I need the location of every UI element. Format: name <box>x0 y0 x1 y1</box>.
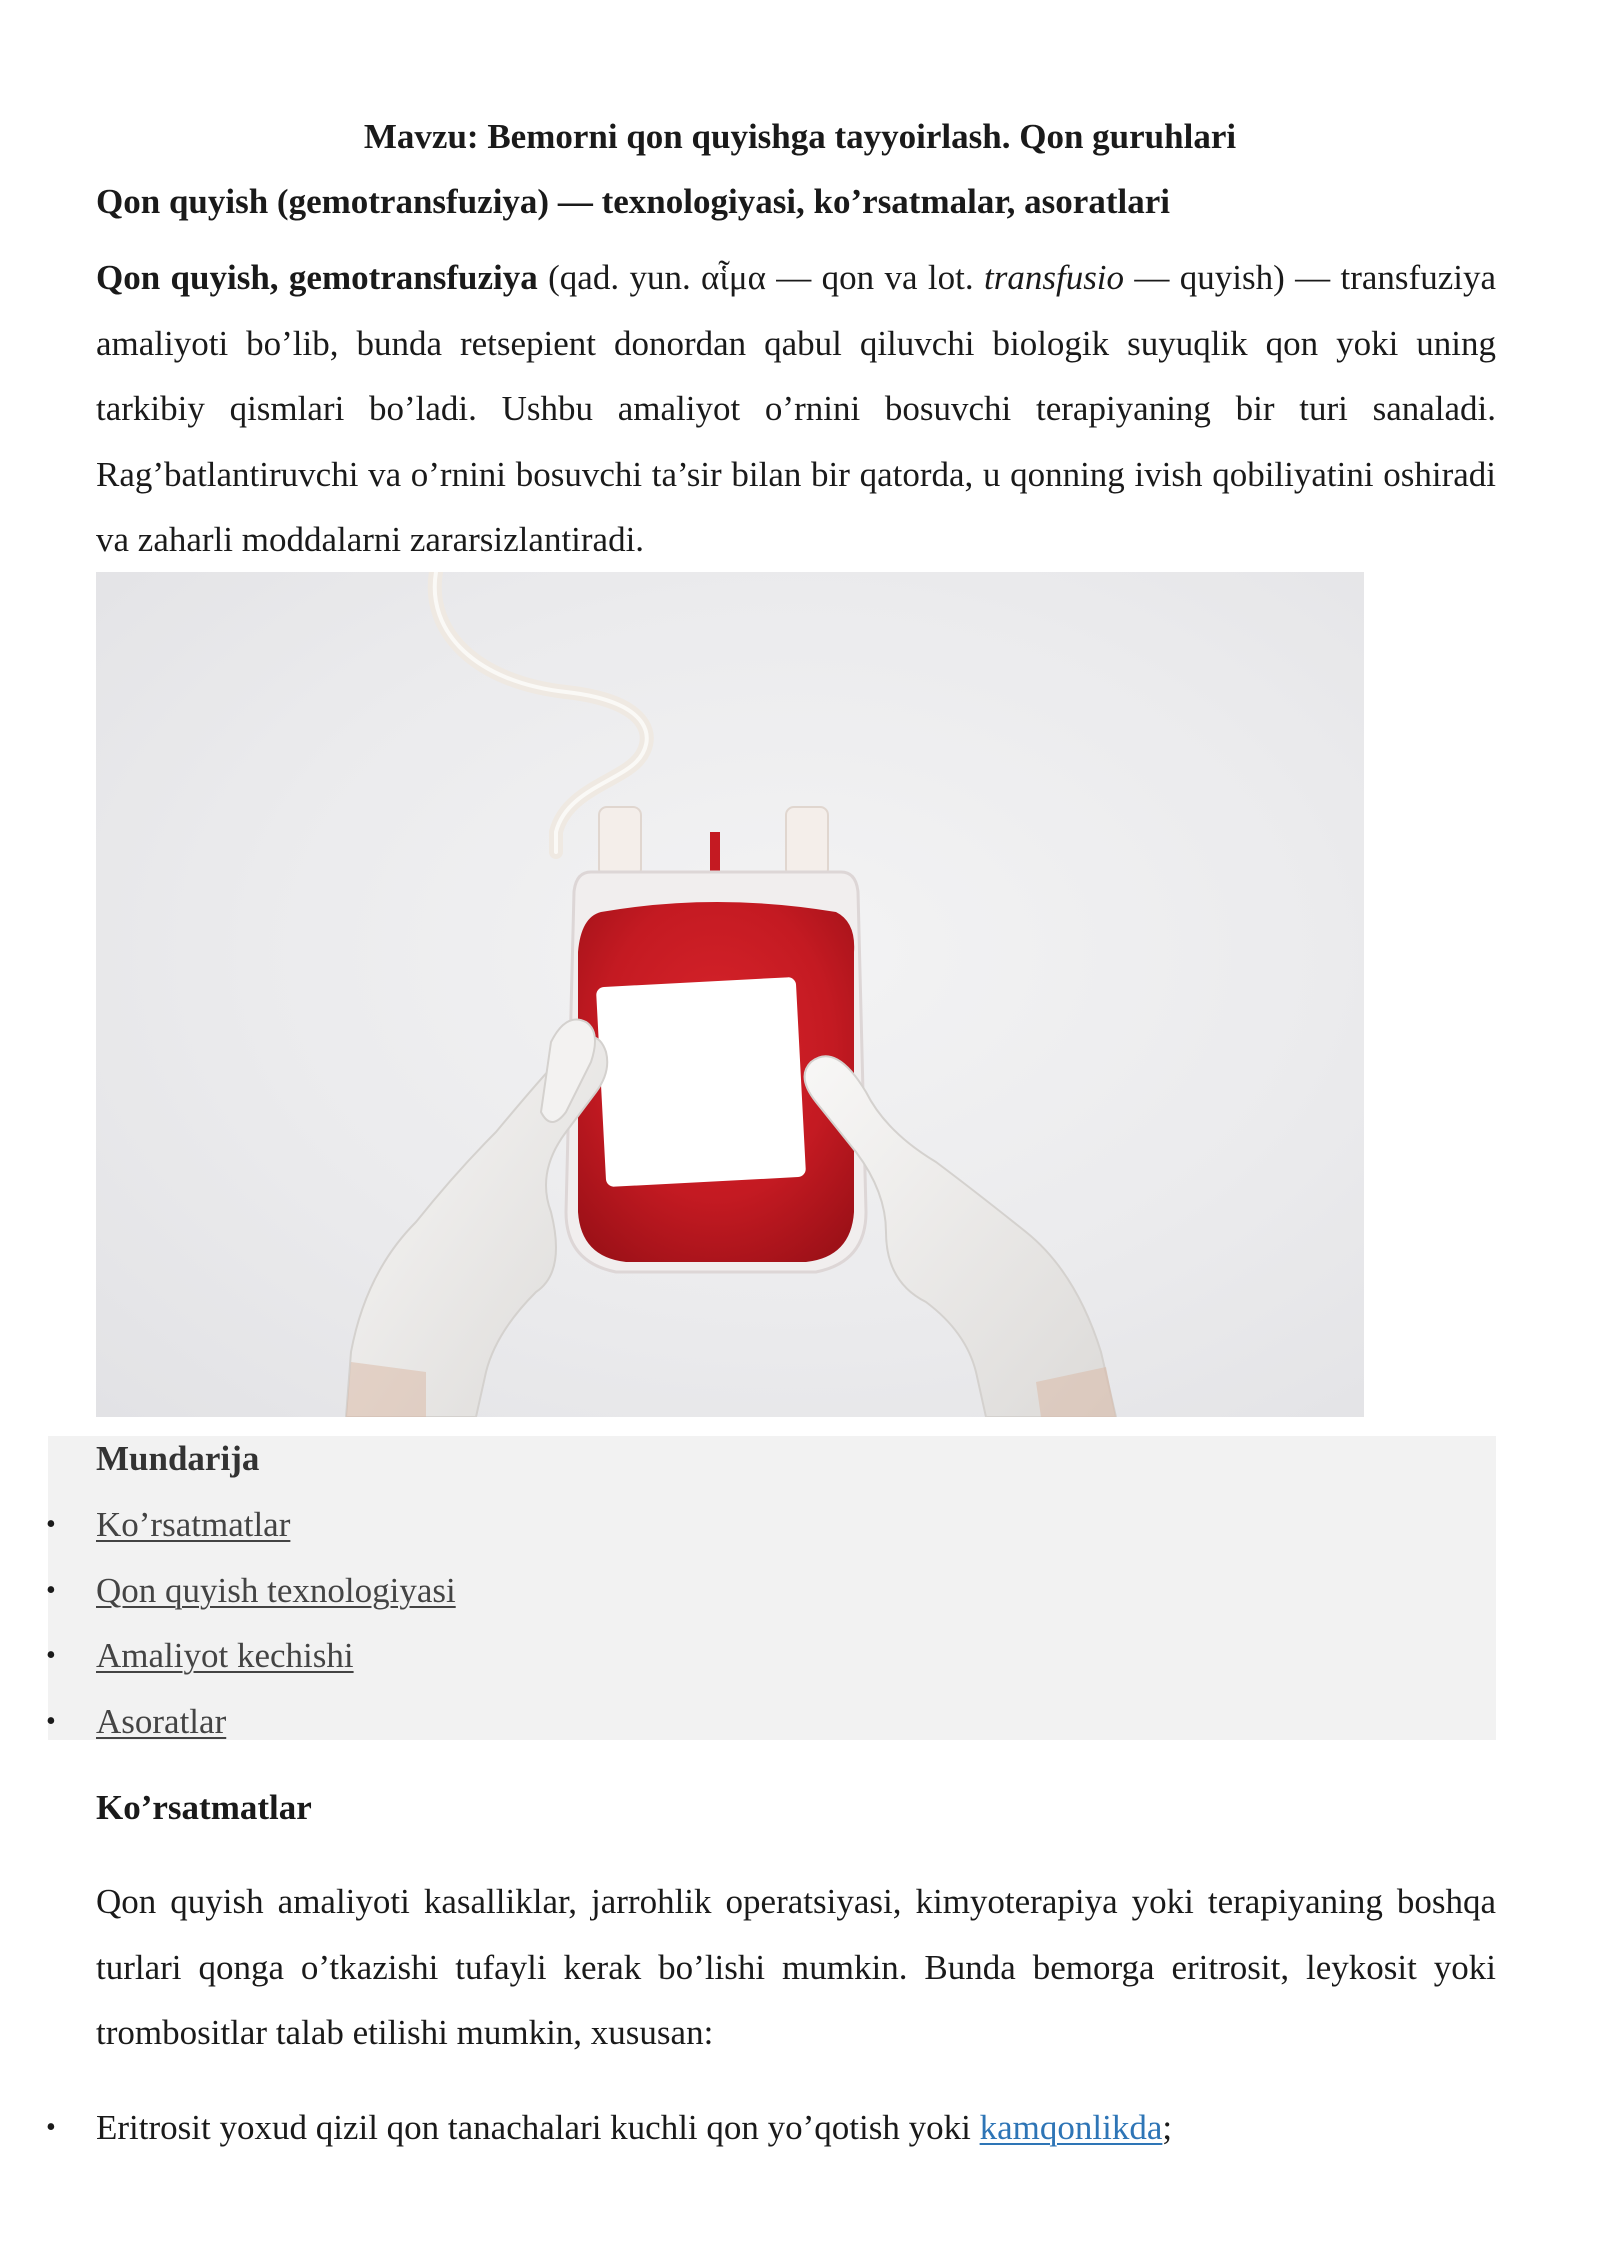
intro-text-1: (qad. yun. αἷμα — qon va lot. <box>537 258 984 297</box>
bullet-icon: • <box>46 1640 56 1671</box>
toc-link-texnologiya[interactable]: Qon quyish texnologiyasi <box>96 1570 456 1610</box>
toc-link-korsatmatlar[interactable]: Ko’rsatmatlar <box>96 1505 291 1544</box>
bullet-icon: • <box>46 2112 56 2143</box>
bullet-icon: • <box>46 1705 56 1737</box>
list-item-suffix: ; <box>1162 2108 1173 2147</box>
kamqonlik-link[interactable]: kamqonlikda <box>979 2108 1163 2147</box>
list-item-text <box>96 2105 1172 2151</box>
bullet-icon: • <box>46 1509 56 1540</box>
intro-term: Qon quyish, gemotransfuziya <box>96 258 538 297</box>
section-paragraph: Qon quyish amaliyoti kasalliklar, jarrohlik operatsiyasi, kimyoterapiya yoki terapiyaning boshqa turlari qonga o’tkazishi tufayli kerak bo’lishi mumkin. Bunda bemorga eritrosit, leykosit yoki trombositlar talab etilishi mumkin, xususan: <box>96 1882 1496 2052</box>
toc-heading: Mundarija <box>96 1439 260 1478</box>
intro-text-2: — quyish) — transfuziya amaliyoti bo’lib, bunda retsepient donordan qabul qiluvchi biologik suyuqlik qon yoki uning tarkibiy qismlari bo’ladi. Ushbu amaliyot o’rnini bosuvchi terapiyaning bir turi sanaladi. Rag’batlantiruvchi va o’rnini bosuvchi ta’sir bilan bir qatorda, u qonning ivish qobiliyatini oshiradi va zaharli moddalarni zararsizlantiradi. <box>96 258 1497 559</box>
toc-link-asoratlar[interactable]: Asoratlar <box>96 1701 227 1741</box>
bullet-icon: • <box>46 1574 56 1606</box>
toc-link-amaliyot[interactable]: Amaliyot kechishi <box>96 1636 354 1675</box>
section-heading: Ko’rsatmatlar <box>96 1788 312 1827</box>
blood-bag-illustration <box>96 572 1364 1417</box>
list-item-body: Eritrosit yoxud qizil qon tanachalari kuchli qon yo’qotish yoki <box>96 2108 980 2147</box>
blood-bag-photo <box>96 572 1364 1417</box>
page-title: Mavzu: Bemorni qon quyishga tayyoirlash. Qon guruhlari <box>363 117 1237 156</box>
intro-latin-term: transfusio <box>984 258 1125 297</box>
article-subtitle: Qon quyish (gemotransfuziya) — texnologiyasi, ko’rsatmalar, asoratlari <box>96 182 1170 221</box>
bag-label <box>596 977 806 1187</box>
intro-paragraph <box>96 245 1496 573</box>
